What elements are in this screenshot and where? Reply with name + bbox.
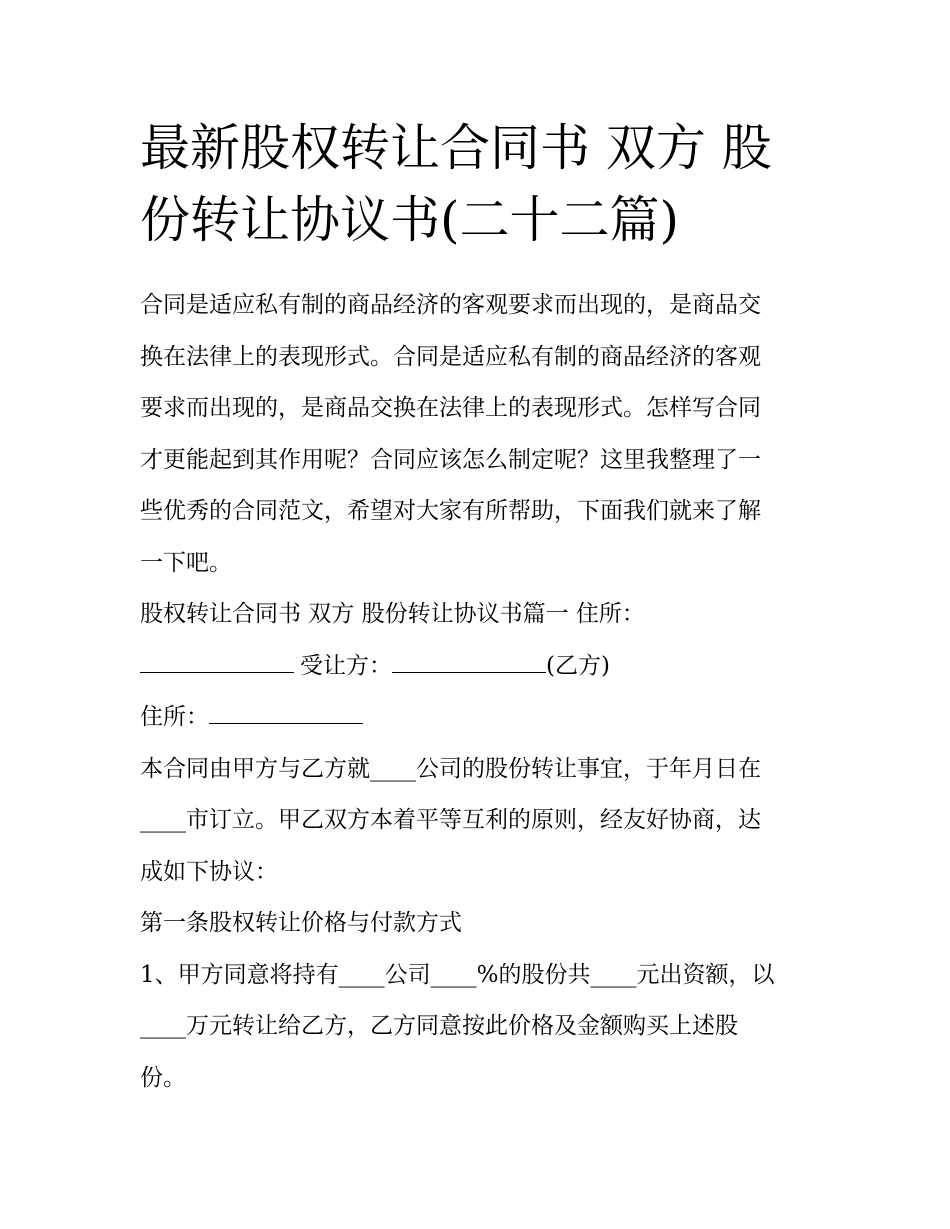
blank-field — [140, 672, 294, 673]
article-1-heading-text: 第一条股权转让价格与付款方式 — [140, 910, 462, 936]
intro-line: 些优秀的合同范文，希望对大家有所帮助，下面我们就来了解 — [140, 498, 761, 524]
transferee-line — [140, 641, 820, 693]
address-line — [140, 692, 820, 744]
transferee-suffix: (乙方) — [546, 652, 610, 679]
title-line-1: 最新股权转让合同书 双方 股 — [140, 119, 772, 177]
address-label: 住所： — [140, 704, 209, 730]
intro-line: 要求而出现的，是商品交换在法律上的表现形式。怎样写合同 — [140, 395, 761, 421]
blank-field — [392, 672, 546, 673]
address-line-content — [140, 692, 820, 744]
transferee-label: 受让方： — [300, 652, 392, 679]
agreement-line: 本合同由甲方与乙方就____公司的股份转让事宜，于年月日在 — [140, 755, 761, 782]
section-heading — [140, 589, 820, 641]
article-1-clause-1 — [140, 950, 820, 1105]
agreement-line: ____市订立。甲乙双方本着平等互利的原则，经友好协商，达 — [140, 807, 761, 833]
document-title — [140, 112, 840, 256]
section-heading-text: 股权转让合同书 双方 股份转让协议书篇一 住所： — [140, 601, 645, 627]
title-line-2: 份转让协议书(二十二篇) — [140, 191, 680, 249]
transferee-line-content — [140, 641, 820, 693]
intro-line: 才更能起到其作用呢？合同应该怎么制定呢？这里我整理了一 — [140, 446, 761, 473]
intro-paragraph — [140, 280, 820, 589]
agreement-line: 成如下协议： — [140, 858, 278, 885]
agreement-paragraph — [140, 744, 820, 899]
document-body — [140, 280, 820, 1104]
intro-line: 一下吧。 — [140, 549, 232, 576]
intro-line: 换在法律上的表现形式。合同是适应私有制的商品经济的客观 — [140, 343, 761, 370]
article-1-heading — [140, 898, 820, 950]
clause-line: ____万元转让给乙方，乙方同意按此价格及金额购买上述股 — [140, 1013, 738, 1039]
clause-line: 份。 — [140, 1064, 186, 1091]
clause-line: 1、甲方同意将持有____公司____%的股份共____元出资额，以 — [140, 961, 775, 988]
blank-field — [209, 723, 363, 724]
intro-line: 合同是适应私有制的商品经济的客观要求而出现的，是商品交 — [140, 292, 761, 318]
